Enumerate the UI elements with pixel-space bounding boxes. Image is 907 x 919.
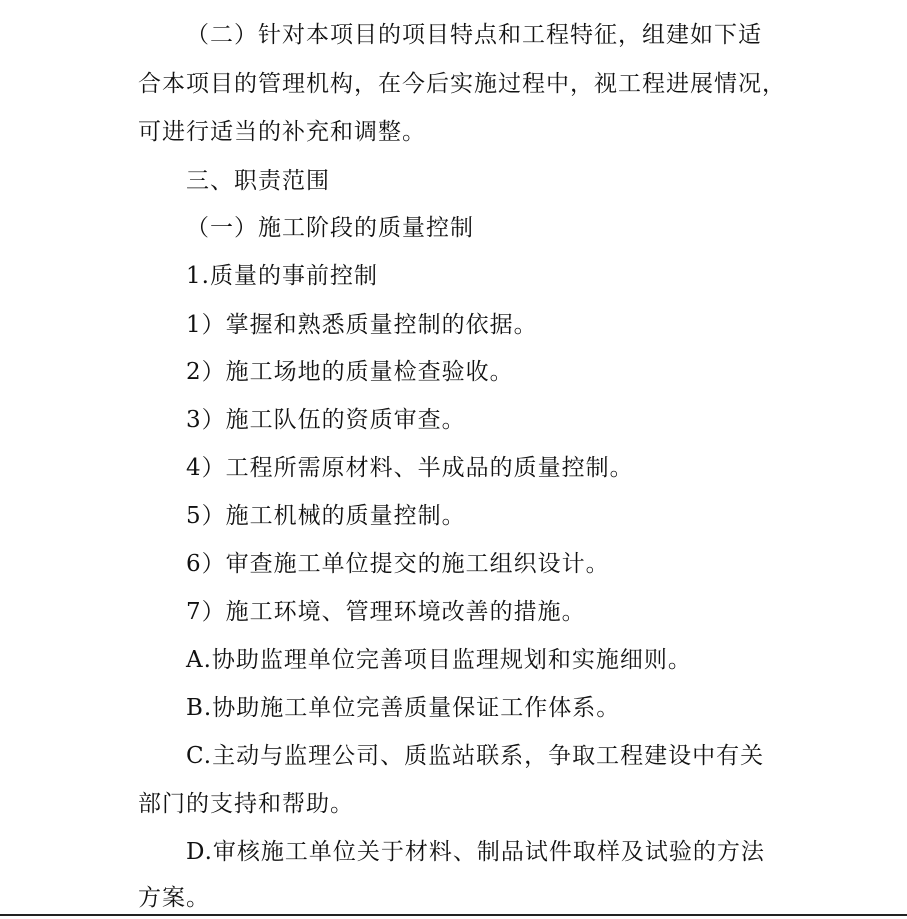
paragraph-line: 方案。 — [138, 885, 210, 911]
paragraph-line: （二）针对本项目的项目特点和工程特征，组建如下适 — [186, 22, 762, 48]
list-item: 3）施工队伍的资质审查。 — [186, 407, 466, 433]
list-item: 7）施工环境、管理环境改善的措施。 — [186, 599, 586, 625]
list-item: 4）工程所需原材料、半成品的质量控制。 — [186, 455, 634, 481]
list-item: C.主动与监理公司、质监站联系，争取工程建设中有关 — [186, 743, 765, 769]
bottom-divider — [0, 914, 907, 916]
paragraph-line: 部门的支持和帮助。 — [138, 791, 354, 817]
section-heading: 三、职责范围 — [186, 168, 330, 194]
list-item: B.协助施工单位完善质量保证工作体系。 — [186, 695, 621, 721]
list-item: 6）审查施工单位提交的施工组织设计。 — [186, 551, 610, 577]
list-item: 5）施工机械的质量控制。 — [186, 503, 466, 529]
list-item: A.协助监理单位完善项目监理规划和实施细则。 — [186, 647, 692, 673]
list-item: D.审核施工单位关于材料、制品试件取样及试验的方法 — [186, 839, 765, 865]
paragraph-line: 合本项目的管理机构，在今后实施过程中，视工程进展情况， — [138, 71, 786, 97]
item-heading: 1.质量的事前控制 — [186, 263, 378, 289]
list-item: 2）施工场地的质量检查验收。 — [186, 359, 514, 385]
list-item: 1）掌握和熟悉质量控制的依据。 — [186, 312, 538, 338]
paragraph-line: 可进行适当的补充和调整。 — [138, 119, 426, 145]
subsection-heading: （一）施工阶段的质量控制 — [186, 215, 474, 241]
